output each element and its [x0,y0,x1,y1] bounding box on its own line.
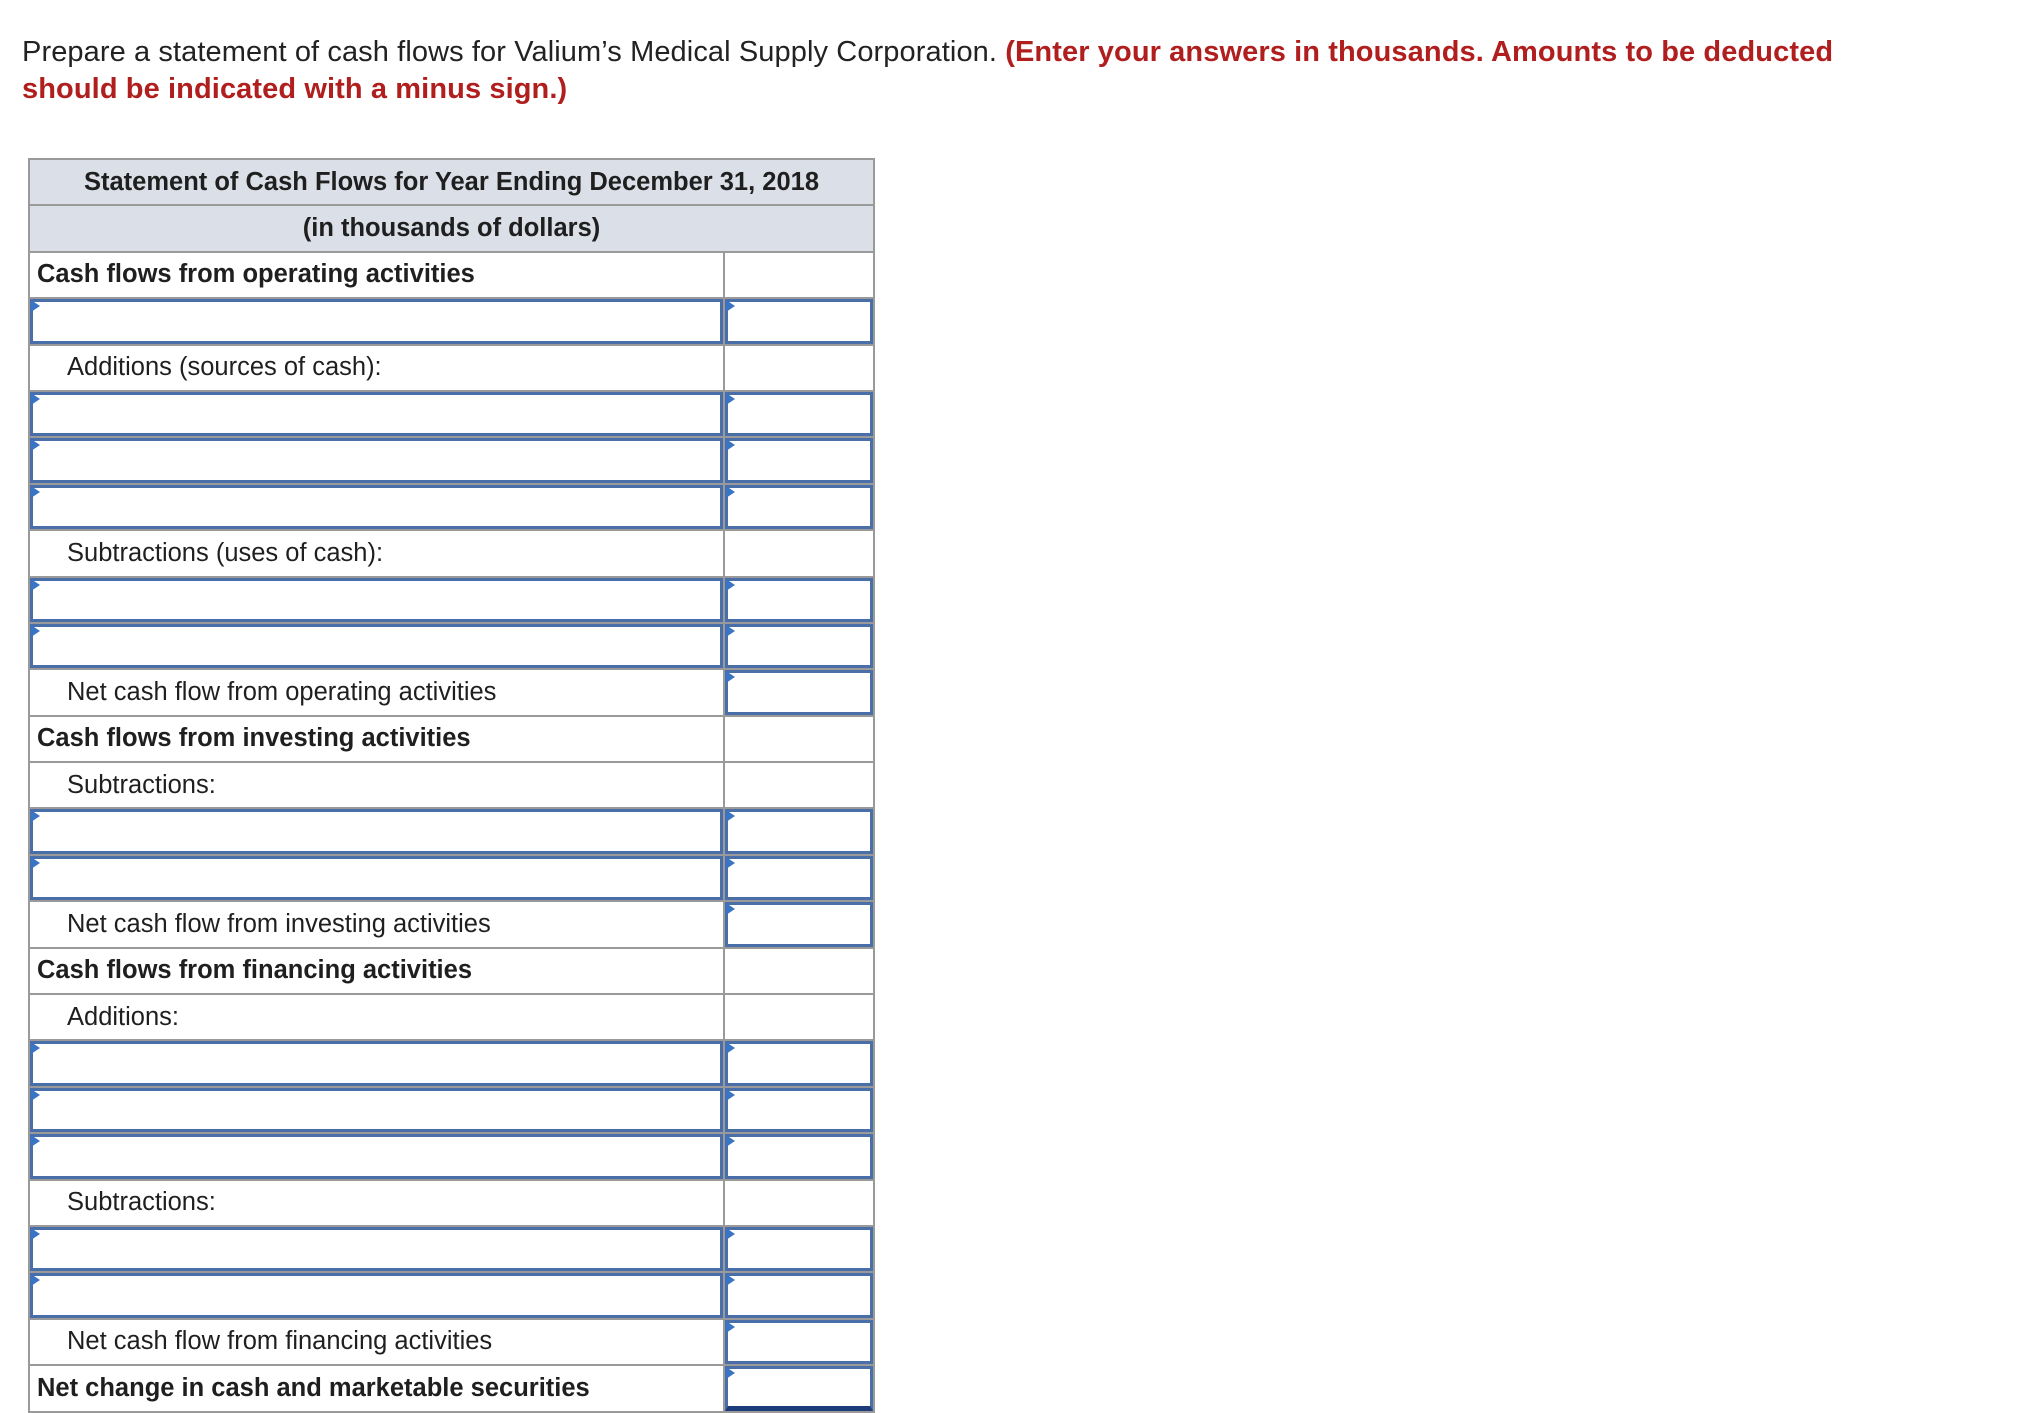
instructions [22,34,1922,108]
financing-addition-label-input-1[interactable] [29,1040,724,1086]
table-row [29,623,874,669]
dropdown-marker-icon [726,810,735,822]
dropdown-marker-icon [31,1274,40,1286]
dropdown-marker-icon [31,625,40,637]
table-row [29,1040,874,1086]
table-row [29,437,874,483]
table-row [29,391,874,437]
operating-additions-label: Additions (sources of cash): [29,345,724,391]
instructions-prompt: Prepare a statement of cash flows for Valium’s Medical Supply Corporation. [22,36,1006,68]
investing-subtractions-label: Subtractions: [29,762,724,808]
operating-subtractions-label: Subtractions (uses of cash): [29,530,724,576]
dropdown-marker-icon [31,486,40,498]
investing-subtraction-amount-input-1[interactable] [724,808,874,854]
financing-additions-label: Additions: [29,994,724,1040]
dropdown-marker-icon [31,1135,40,1147]
operating-subtraction-amount-input-2[interactable] [724,623,874,669]
empty-amount-cell [724,762,874,808]
dropdown-marker-icon [31,857,40,869]
table-row [29,1272,874,1318]
financing-heading: Cash flows from financing activities [29,948,724,994]
empty-amount-cell [724,1180,874,1226]
dropdown-marker-icon [31,393,40,405]
investing-subtraction-label-input-1[interactable] [29,808,724,854]
financing-addition-amount-input-2[interactable] [724,1087,874,1133]
operating-heading: Cash flows from operating activities [29,252,724,298]
empty-amount-cell [724,994,874,1040]
financing-addition-label-input-2[interactable] [29,1087,724,1133]
cash-flow-statement-table [28,158,875,1413]
net-change-amount-input[interactable] [724,1365,874,1411]
operating-addition-amount-input-1[interactable] [724,391,874,437]
table-row [29,669,874,715]
dropdown-marker-icon [726,486,735,498]
investing-subtraction-amount-input-2[interactable] [724,855,874,901]
dropdown-marker-icon [726,300,735,312]
dropdown-marker-icon [31,439,40,451]
table-row [29,948,874,994]
financing-net-amount-input[interactable] [724,1319,874,1365]
net-change-label: Net change in cash and marketable securities [29,1365,724,1411]
financing-net-label: Net cash flow from financing activities [29,1319,724,1365]
table-row [29,1365,874,1411]
operating-subtraction-label-input-2[interactable] [29,623,724,669]
dropdown-marker-icon [726,393,735,405]
dropdown-marker-icon [726,1321,735,1333]
dropdown-marker-icon [726,1228,735,1240]
financing-subtraction-label-input-1[interactable] [29,1226,724,1272]
dropdown-marker-icon [726,1274,735,1286]
dropdown-marker-icon [726,1042,735,1054]
table-row [29,530,874,576]
statement-title: Statement of Cash Flows for Year Ending December 31, 2018 [29,159,874,205]
investing-net-amount-input[interactable] [724,901,874,947]
table-row [29,1226,874,1272]
table-title-row [29,159,874,205]
operating-amount-input-1[interactable] [724,298,874,344]
empty-amount-cell [724,948,874,994]
operating-addition-label-input-1[interactable] [29,391,724,437]
statement-subtitle: (in thousands of dollars) [29,205,874,251]
table-row [29,1133,874,1179]
empty-amount-cell [724,252,874,298]
table-row [29,1319,874,1365]
empty-amount-cell [724,530,874,576]
dropdown-marker-icon [726,439,735,451]
table-row [29,1087,874,1133]
dropdown-marker-icon [726,579,735,591]
table-row [29,577,874,623]
table-row [29,1180,874,1226]
operating-net-amount-input[interactable] [724,669,874,715]
financing-addition-amount-input-3[interactable] [724,1133,874,1179]
operating-subtraction-label-input-1[interactable] [29,577,724,623]
financing-subtractions-label: Subtractions: [29,1180,724,1226]
investing-heading: Cash flows from investing activities [29,716,724,762]
dropdown-marker-icon [31,300,40,312]
empty-amount-cell [724,345,874,391]
financing-addition-label-input-3[interactable] [29,1133,724,1179]
dropdown-marker-icon [726,671,735,683]
operating-subtraction-amount-input-1[interactable] [724,577,874,623]
instructions-note: (Enter your answers in thousands. Amounts to be deducted should be indicated with a minus sign.) [22,36,1834,105]
table-row [29,345,874,391]
dropdown-marker-icon [726,1135,735,1147]
investing-subtraction-label-input-2[interactable] [29,855,724,901]
financing-addition-amount-input-1[interactable] [724,1040,874,1086]
dropdown-marker-icon [31,579,40,591]
operating-net-label: Net cash flow from operating activities [29,669,724,715]
table-row [29,901,874,947]
financing-subtraction-amount-input-1[interactable] [724,1226,874,1272]
dropdown-marker-icon [31,1228,40,1240]
operating-addition-label-input-2[interactable] [29,437,724,483]
dropdown-marker-icon [726,625,735,637]
table-row [29,252,874,298]
table-subtitle-row [29,205,874,251]
dropdown-marker-icon [726,1367,735,1379]
empty-amount-cell [724,716,874,762]
dropdown-marker-icon [726,857,735,869]
dropdown-marker-icon [726,1089,735,1101]
operating-addition-amount-input-3[interactable] [724,484,874,530]
table-row [29,855,874,901]
dropdown-marker-icon [31,810,40,822]
table-row [29,298,874,344]
dropdown-marker-icon [726,903,735,915]
table-row [29,762,874,808]
table-row [29,484,874,530]
table-row [29,994,874,1040]
dropdown-marker-icon [31,1042,40,1054]
operating-addition-amount-input-2[interactable] [724,437,874,483]
table-row [29,716,874,762]
investing-net-label: Net cash flow from investing activities [29,901,724,947]
operating-addition-label-input-3[interactable] [29,484,724,530]
financing-subtraction-label-input-2[interactable] [29,1272,724,1318]
financing-subtraction-amount-input-2[interactable] [724,1272,874,1318]
dropdown-marker-icon [31,1089,40,1101]
operating-label-input-1[interactable] [29,298,724,344]
table-row [29,808,874,854]
